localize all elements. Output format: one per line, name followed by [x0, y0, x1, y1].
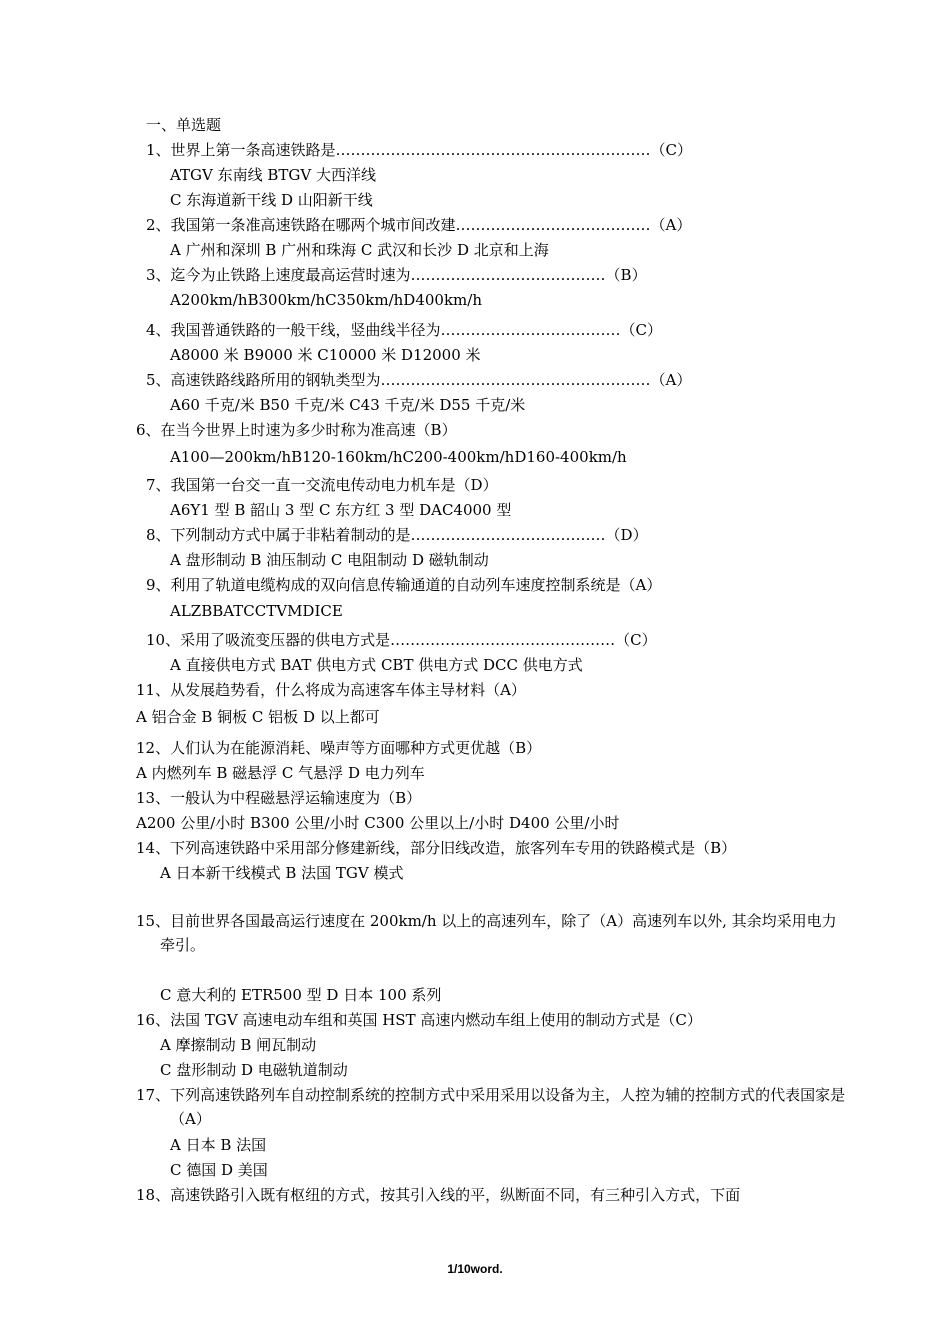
page-footer: 1/10word. [447, 1262, 503, 1276]
question-3-options: A200km/hB300km/hC350km/hD400km/h [170, 291, 482, 309]
question-18: 18、高速铁路引入既有枢纽的方式，按其引入线的平，纵断面不同，有三种引入方式，下面 [136, 1186, 741, 1204]
question-6-options: A100—200km/hB120-160km/hC200-400km/hD160-400km/h [170, 448, 627, 466]
question-13: 13、一般认为中程磁悬浮运输速度为（B） [136, 789, 422, 807]
question-9-options: ALZBBATCCTVMDICE [170, 602, 343, 620]
question-16-options-b: C 盘形制动 D 电磁轨道制动 [160, 1061, 348, 1079]
question-8: 8、下列制动方式中属于非粘着制动的是…………………………………（D） [146, 526, 648, 544]
question-2: 2、我国第一条准高速铁路在哪两个城市间改建…………………………………（A） [146, 216, 692, 234]
question-4-options: A8000 米 B9000 米 C10000 米 D12000 米 [170, 346, 481, 364]
question-10: 10、采用了吸流变压器的供电方式是………………………………………（C） [146, 631, 657, 649]
question-1-options-a: ATGV 东南线 BTGV 大西洋线 [170, 166, 376, 184]
question-9: 9、利用了轨道电缆构成的双向信息传输通道的自动列车速度控制系统是（A） [146, 576, 662, 594]
question-12-options: A 内燃列车 B 磁悬浮 C 气悬浮 D 电力列车 [136, 764, 425, 782]
question-5-options: A60 千克/米 B50 千克/米 C43 千克/米 D55 千克/米 [170, 396, 526, 414]
question-17-options-b: C 德国 D 美国 [170, 1161, 268, 1179]
question-8-options: A 盘形制动 B 油压制动 C 电阻制动 D 磁轨制动 [170, 551, 489, 569]
question-14-options: A 日本新干线模式 B 法国 TGV 模式 [160, 864, 404, 882]
question-7-options: A6Y1 型 B 韶山 3 型 C 东方红 3 型 DAC4000 型 [170, 501, 512, 519]
question-3: 3、迄今为止铁路上速度最高运营时速为…………………………………（B） [146, 266, 647, 284]
question-5: 5、高速铁路线路所用的钢轨类型为………………………………………………（A） [146, 371, 692, 389]
question-17-options-a: A 日本 B 法国 [170, 1136, 267, 1154]
question-11-options: A 铝合金 B 铜板 C 铝板 D 以上都可 [136, 708, 380, 726]
question-13-options: A200 公里/小时 B300 公里/小时 C300 公里以上/小时 D400 公里/小时 [136, 814, 620, 832]
question-1-options-b: C 东海道新干线 D 山阳新干线 [170, 191, 373, 209]
section-heading: 一、单选题 [146, 116, 222, 134]
question-2-options: A 广州和深圳 B 广州和珠海 C 武汉和长沙 D 北京和上海 [170, 241, 549, 259]
question-12: 12、人们认为在能源消耗、噪声等方面哪种方式更优越（B） [136, 739, 542, 757]
question-16: 16、法国 TGV 高速电动车组和英国 HST 高速内燃动车组上使用的制动方式是（C） [136, 1011, 702, 1029]
question-6: 6、在当今世界上时速为多少时称为准高速（B） [136, 421, 457, 439]
question-16-options-a: A 摩擦制动 B 闸瓦制动 [160, 1036, 317, 1054]
question-7: 7、我国第一台交一直一交流电传动电力机车是（D） [146, 476, 498, 494]
question-15-options: C 意大利的 ETR500 型 D 日本 100 系列 [160, 986, 442, 1004]
question-17: 17、下列高速铁路列车自动控制系统的控制方式中采用采用以设备为主，人控为辅的控制方式的代表国家是（A） [136, 1086, 846, 1128]
question-10-options: A 直接供电方式 BAT 供电方式 CBT 供电方式 DCC 供电方式 [170, 656, 583, 674]
question-14: 14、下列高速铁路中采用部分修建新线，部分旧线改造，旅客列车专用的铁路模式是（B） [136, 839, 737, 857]
question-1: 1、世界上第一条高速铁路是………………………………………………………（C） [146, 141, 693, 159]
question-15: 15、目前世界各国最高运行速度在 200km/h 以上的高速列车，除了（A）高速列车以外, 其余均采用电力牵引。 [136, 912, 837, 954]
question-4: 4、我国普通铁路的一般干线，竖曲线半径为………………………………（C） [146, 321, 663, 339]
question-11: 11、从发展趋势看，什么将成为高速客车体主导材料（A） [136, 681, 526, 699]
